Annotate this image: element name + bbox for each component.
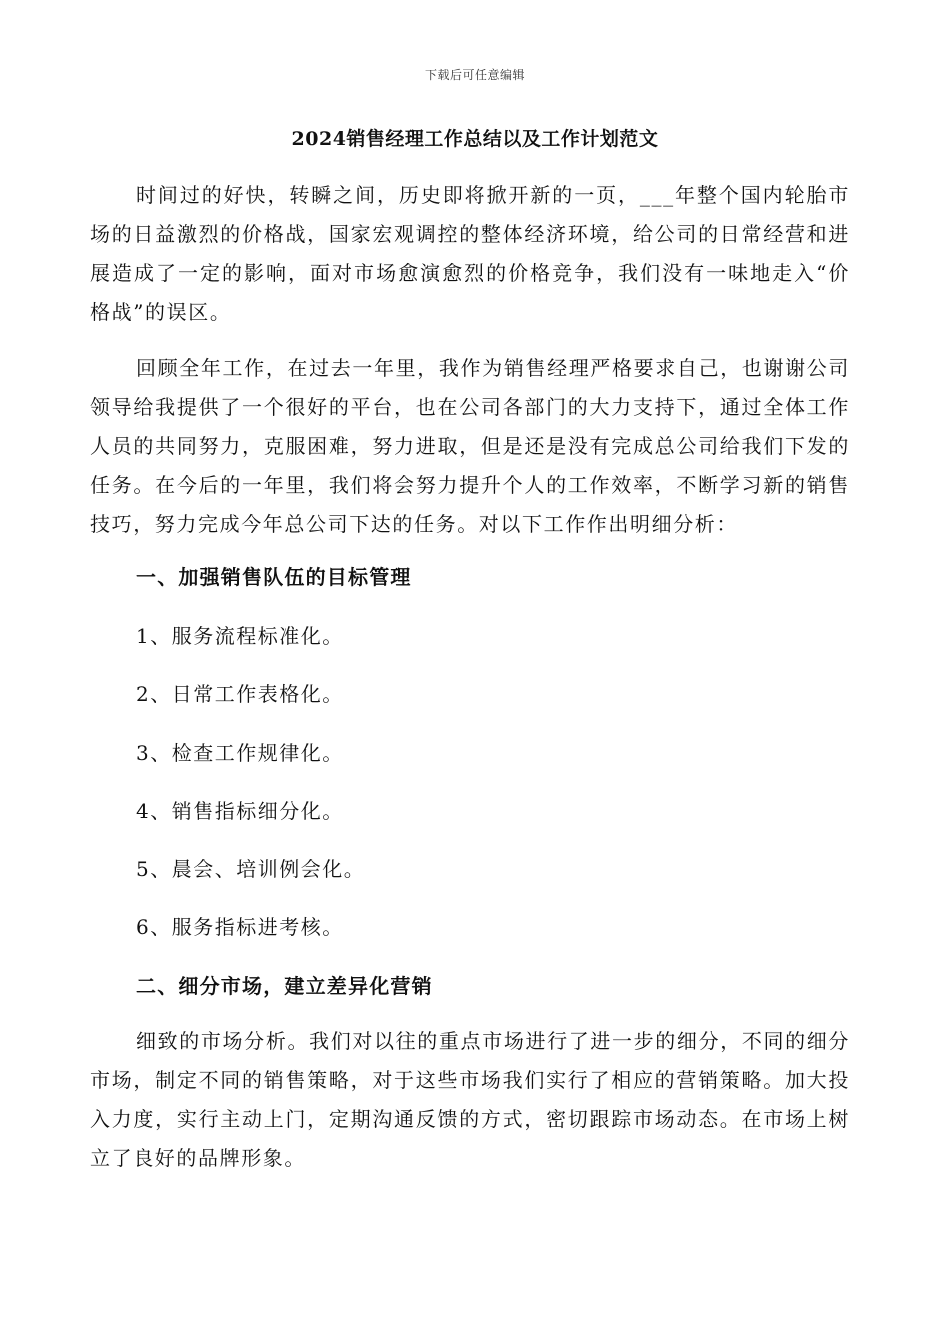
header-note: 下载后可任意编辑 [424,68,525,82]
section-heading-1: 一、加强销售队伍的目标管理 [136,565,412,589]
list-item: 4、销售指标细分化。 [136,799,344,823]
list-item: 5、晨会、培训例会化。 [136,857,366,881]
list-item: 6、服务指标进考核。 [136,915,344,939]
paragraph-intro: 时间过的好快，转瞬之间，历史即将掀开新的一页，___年整个国内轮胎市场的日益激烈的价格战，国家宏观调控的整体经济环境，给公司的日常经营和进展造成了一定的影响，面对市场愈演愈烈的价格竞争，我们没有一味地走入“价格战”的误区。 [90,183,850,324]
paragraph-market-analysis: 细致的市场分析。我们对以往的重点市场进行了进一步的细分，不同的细分市场，制定不同的销售策略，对于这些市场我们实行了相应的营销策略。加大投入力度，实行主动上门，定期沟通反馈的方式，密切跟踪市场动态。在市场上树立了良好的品牌形象。 [90,1029,850,1170]
document-title: 2024销售经理工作总结以及工作计划范文 [291,128,659,150]
section-heading-2: 二、细分市场，建立差异化营销 [136,974,433,998]
paragraph-review: 回顾全年工作，在过去一年里，我作为销售经理严格要求自己，也谢谢公司领导给我提供了一个很好的平台，也在公司各部门的大力支持下，通过全体工作人员的共同努力，克服困难，努力进取，但是还是没有完成总公司给我们下发的任务。在今后的一年里，我们将会努力提升个人的工作效率，不断学习新的销售技巧，努力完成今年总公司下达的任务。对以下工作作出明细分析： [90,356,850,536]
list-item: 2、日常工作表格化。 [136,682,344,706]
list-item: 1、服务流程标准化。 [136,624,344,648]
list-item: 3、检查工作规律化。 [136,741,344,765]
